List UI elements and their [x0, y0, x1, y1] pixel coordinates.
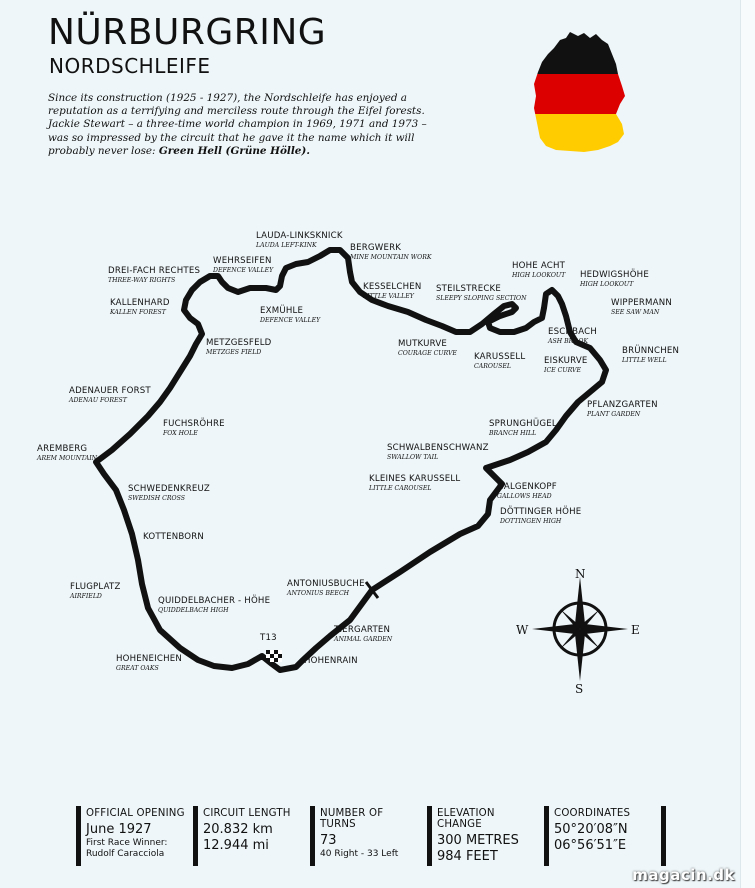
corner-translation: LITTLE VALLEY [363, 293, 414, 300]
corner-translation: FOX HOLE [163, 430, 198, 437]
corner-sprunghugel [489, 419, 557, 437]
corner-name: METZGESFELD [206, 338, 272, 348]
corner-name: WIPPERMANN [611, 298, 672, 308]
corner-translation: DEFENCE VALLEY [260, 317, 321, 324]
intro-text: Since its construction (1925 - 1927), the Nordschleife has enjoyed a reputation as a terrifying and merciless route through the Eifel forests. Jackie Stewart – a three-time world champion in 1969, 1971 and 1973 – was so impressed by the circuit that he gave it the name which it will probably never lose: [48, 92, 427, 157]
page-title: NÜRBURGRING [48, 12, 327, 53]
corner-adenauer-forst [69, 386, 151, 404]
corner-name: EISKURVE [544, 356, 588, 366]
corner-name: FLUGPLATZ [70, 582, 121, 592]
corner-kottenborn [143, 532, 204, 542]
corner-translation: AIRFIELD [70, 593, 102, 600]
stat-header: NUMBER OF TURNS [320, 808, 384, 830]
corner-translation: ICE CURVE [544, 367, 582, 374]
corner-translation: COURAGE CURVE [398, 350, 457, 357]
corner-eschbach [548, 327, 597, 345]
stat-circuit-length [198, 806, 310, 866]
corner-brunnchen [622, 346, 679, 364]
corner-translation: SLEEPY SLOPING SECTION [436, 295, 527, 302]
corner-translation: ADENAU FOREST [69, 397, 127, 404]
corner-hohenrain [304, 656, 358, 666]
stat-value: 12.944 mi [203, 838, 269, 853]
corner-translation: GALLOWS HEAD [497, 493, 552, 500]
corner-name: HOHE ACHT [512, 261, 566, 271]
corner-wippermann [611, 298, 672, 316]
corner-eiskurve [544, 356, 588, 374]
corner-name: HOHENEICHEN [116, 654, 183, 664]
corner-fuchsrohre [163, 419, 225, 437]
page-subtitle: NORDSCHLEIFE [49, 54, 211, 78]
stat-number-of-turns [315, 806, 427, 866]
corner-kesselchen [363, 282, 422, 300]
corner-drei-fach-rechtes [108, 266, 200, 284]
stat-elevation-change [432, 806, 544, 866]
corner-translation: CAROUSEL [474, 363, 512, 370]
corner-name: KLEINES KARUSSELL [369, 474, 461, 484]
stat-header: ELEVATION CHANGE [437, 808, 495, 830]
corner-metzgesfeld [206, 338, 272, 356]
stat-note: 40 Right - 33 Left [320, 849, 399, 859]
corner-name: KARUSSELL [474, 352, 526, 362]
corner-name: ESCHBACH [548, 327, 598, 337]
corner-pflanzgarten [587, 400, 658, 418]
corner-karussell [474, 352, 525, 370]
stat-official-opening [81, 806, 193, 866]
stat-value: 984 FEET [437, 849, 498, 864]
corner-translation: BRANCH HILL [489, 430, 537, 437]
corner-translation: DEFENCE VALLEY [213, 267, 274, 274]
corner-name: MUTKURVE [398, 339, 448, 349]
corner-quiddelbacher-hohe [158, 596, 270, 614]
corner-galgenkopf [497, 482, 557, 500]
corner-name: BRÜNNCHEN [622, 346, 680, 356]
stat-value: 50°20′08″N [554, 822, 628, 837]
corner-translation: DOTTINGEN HIGH [500, 518, 562, 525]
corner-name: KALLENHARD [110, 298, 170, 308]
corner-name: HOHENRAIN [304, 656, 358, 666]
corner-name: STEILSTRECKE [436, 284, 502, 294]
stat-value: 300 METRES [437, 833, 519, 848]
corner-schwedenkreuz [128, 484, 210, 502]
corner-name: PFLANZGARTEN [587, 400, 658, 410]
corner-translation: THREE-WAY RIGHTS [108, 277, 176, 284]
corner-translation: HIGH LOOKOUT [512, 272, 566, 279]
corner-translation: ANTONIUS BEECH [287, 590, 350, 597]
corner-name: KOTTENBORN [143, 532, 205, 542]
intro-nickname: Green Hell (Grüne Hölle). [158, 144, 310, 157]
corner-hoheneichen [116, 654, 182, 672]
corner-name: ADENAUER FORST [69, 386, 151, 396]
corner-aremberg [37, 444, 97, 462]
corner-name: KESSELCHEN [363, 282, 422, 292]
corner-name: DÖTTINGER HÖHE [500, 507, 582, 517]
corner-translation: LITTLE WELL [622, 357, 667, 364]
corner-translation: PLANT GARDEN [587, 411, 641, 418]
stats-divider [661, 806, 666, 866]
corner-schwalbenschwanz [387, 443, 489, 461]
corner-translation: QUIDDELBACH HIGH [158, 607, 229, 614]
corner-name: WEHRSEIFEN [213, 256, 272, 266]
corner-t13 [260, 633, 277, 643]
corner-name: EXMÜHLE [260, 306, 304, 316]
corner-wehrseifen [213, 256, 273, 274]
circuit-stats [76, 806, 666, 866]
stat-value: 20.832 km [203, 822, 273, 837]
stat-header: CIRCUIT LENGTH [203, 808, 291, 819]
corner-translation: KALLEN FOREST [110, 309, 166, 316]
compass-north-label: N [575, 567, 586, 581]
stat-note: Rudolf Caracciola [86, 849, 165, 859]
corner-name: ANTONIUSBUCHE [287, 579, 365, 589]
compass-rose [512, 567, 642, 697]
stat-header: COORDINATES [554, 808, 631, 819]
stat-value: 73 [320, 833, 337, 848]
corner-antoniusbuche [287, 579, 365, 597]
corner-translation: SWEDISH CROSS [128, 495, 185, 502]
corner-name: HEDWIGSHÖHE [580, 270, 649, 280]
corner-translation: AREM MOUNTAIN [37, 455, 98, 462]
corner-translation: MINE MOUNTAIN WORK [350, 254, 432, 261]
corner-kallenhard [110, 298, 170, 316]
corner-exmuhle [260, 306, 320, 324]
corner-flugplatz [70, 582, 121, 600]
corner-translation: HIGH LOOKOUT [580, 281, 634, 288]
corner-name: DREI-FACH RECHTES [108, 266, 201, 276]
stat-note: First Race Winner: [86, 838, 168, 848]
compass-icon [512, 567, 642, 697]
corner-translation: SEE SAW MAN [611, 309, 660, 316]
compass-east-label: E [631, 623, 640, 637]
corner-name: FUCHSRÖHRE [163, 419, 225, 429]
corner-name: AREMBERG [37, 444, 88, 454]
stat-value: 06°56′51″E [554, 838, 627, 853]
corner-translation: GREAT OAKS [116, 665, 159, 672]
corner-translation: LITTLE CAROUSEL [369, 485, 432, 492]
corner-name: SCHWEDENKREUZ [128, 484, 210, 494]
compass-south-label: S [575, 682, 584, 696]
corner-name: GALGENKOPF [497, 482, 557, 492]
corner-name: LAUDA-LINKSKNICK [256, 231, 343, 241]
corner-mutkurve [398, 339, 457, 357]
checkered-flag-icon [266, 650, 282, 662]
stat-coordinates [549, 806, 661, 866]
corner-kleines-karussell [369, 474, 460, 492]
corner-hohe-acht [512, 261, 565, 279]
corner-translation: SWALLOW TAIL [387, 454, 439, 461]
corner-name: BERGWERK [350, 243, 402, 253]
corner-tiergarten [334, 625, 392, 643]
corner-translation: LAUDA LEFT-KINK [256, 242, 317, 249]
corner-translation: METZGES FIELD [206, 349, 262, 356]
stat-header: OFFICIAL OPENING [86, 808, 185, 819]
corner-name: SPRUNGHÜGEL [489, 419, 557, 429]
corner-hedwigshohe [580, 270, 649, 288]
corner-name: QUIDDELBACHER - HÖHE [158, 596, 271, 606]
stat-value: June 1927 [86, 822, 152, 837]
corner-bergwerk [350, 243, 432, 261]
corner-translation: ANIMAL GARDEN [334, 636, 393, 643]
corner-lauda-linksknick [256, 231, 343, 249]
corner-name: TIERGARTEN [334, 625, 391, 635]
corner-name: SCHWALBENSCHWANZ [387, 443, 489, 453]
watermark: magacin.dk [632, 866, 735, 884]
corner-name: T13 [260, 633, 277, 643]
compass-west-label: W [516, 623, 529, 637]
corner-dottinger-hohe [500, 507, 581, 525]
corner-steilstrecke [436, 284, 527, 302]
corner-translation: ASH BROOK [548, 338, 589, 345]
